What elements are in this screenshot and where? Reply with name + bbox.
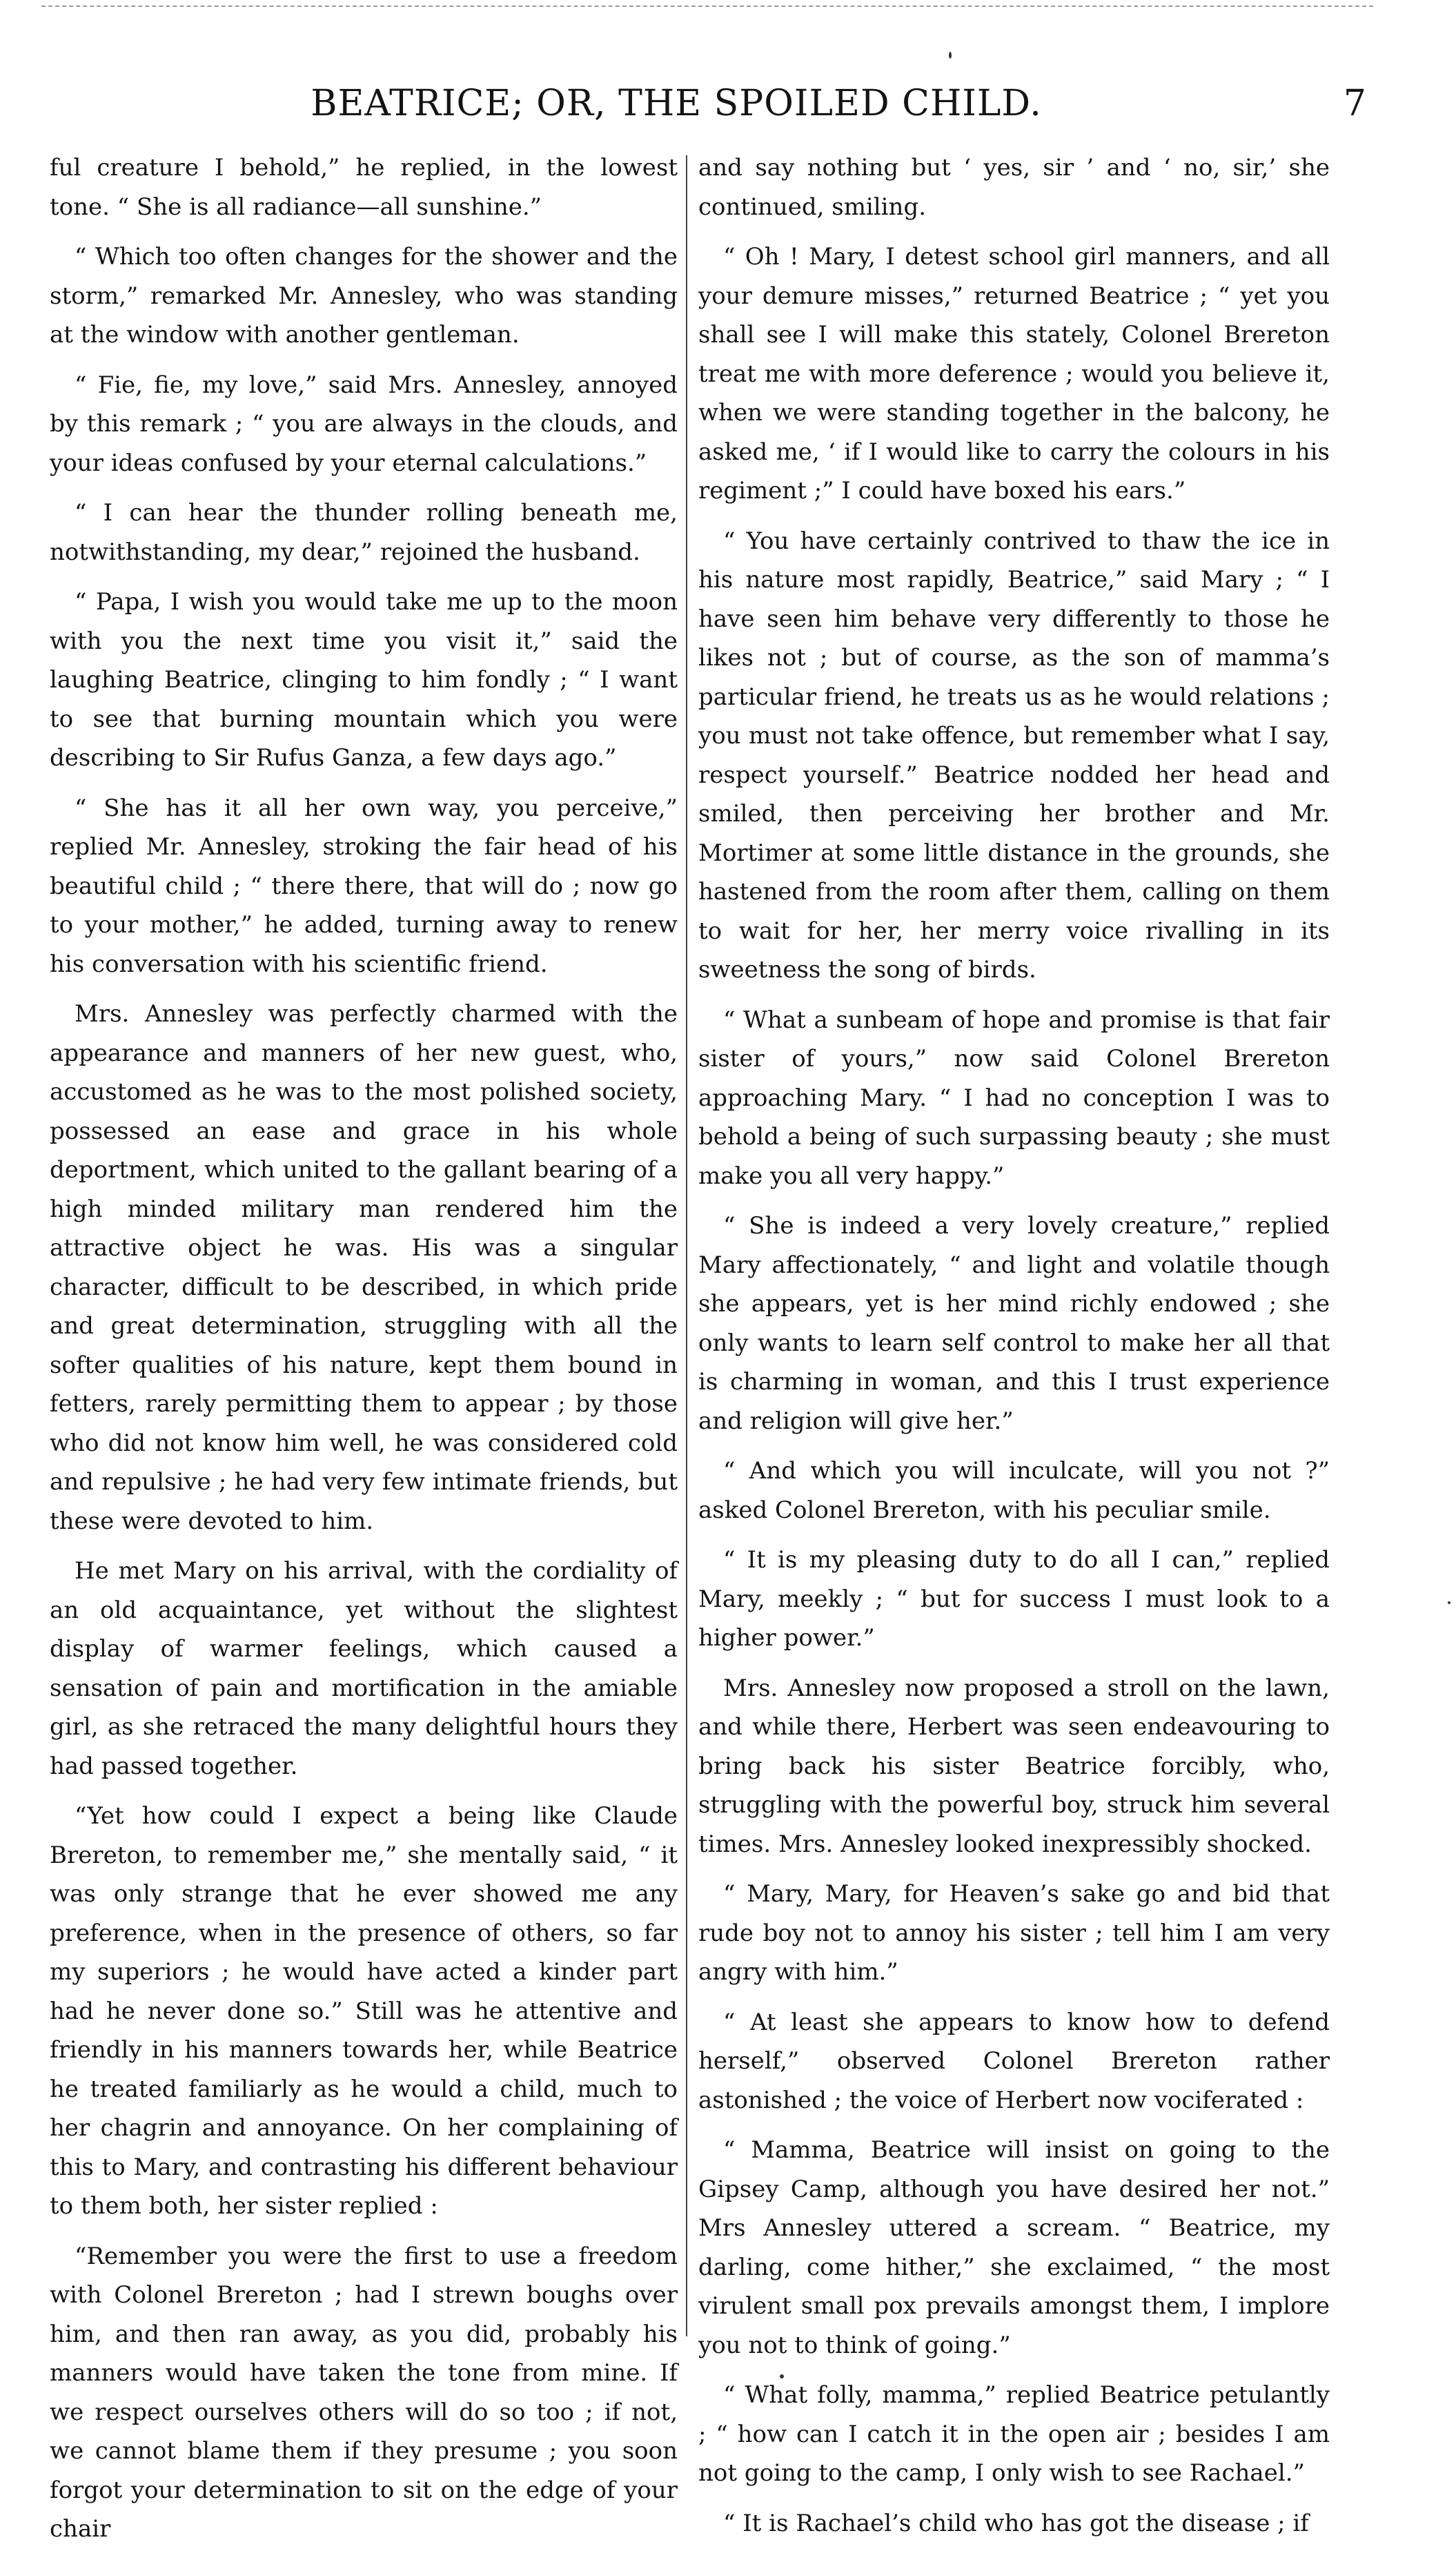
running-header <box>138 83 1366 145</box>
paragraph: “ What a sunbeam of hope and promise is that fair sister of yours,” now said Colonel Brereton approaching Mary. “ I had no conception I was to behold a being of such surpassing beauty ; she must make you all very happy.” <box>698 1006 1330 1190</box>
paragraph: “ Fie, fie, my love,” said Mrs. Annesley, annoyed by this remark ; “ you are always in the clouds, and your ideas confused by your eternal calculations.” <box>50 371 678 477</box>
paragraph: “Yet how could I expect a being like Claude Brereton, to remember me,” she mentally said, “ it was only strange that he ever showed me any preference, when in the presence of others, so far my superiors ; he would have acted a kinder part had he never done so.” Still was he attentive and friendly in his manners towards her, while Beatrice he treated familiarly as he would a child, much to her chagrin and annoyance. On her complaining of this to Mary, and contrasting his different behaviour to them both, her sister replied : <box>50 1802 678 2220</box>
ink-speck <box>949 52 952 59</box>
page-top-edge <box>41 6 1373 7</box>
right-column <box>698 148 1330 2554</box>
paragraph: “ And which you will inculcate, will you not ?” asked Colonel Brereton, with his peculiar smile. <box>698 1457 1330 1524</box>
paragraph: ful creature I behold,” he replied, in the lowest tone. “ She is all radiance—all sunshine.” <box>50 154 678 221</box>
paragraph: Mrs. Annesley now proposed a stroll on the lawn, and while there, Herbert was seen endeavouring to bring back his sister Beatrice forcibly, who, struggling with the powerful boy, struck him several times. Mrs. Annesley looked inexpressibly shocked. <box>698 1674 1330 1858</box>
ink-speck <box>1448 1601 1450 1604</box>
left-column <box>50 148 678 2560</box>
paragraph: He met Mary on his arrival, with the cordiality of an old acquaintance, yet without the slightest display of warmer feelings, which caused a sensation of pain and mortification in the amiable girl, as she retraced the many delightful hours they had passed together. <box>50 1557 678 1780</box>
paragraph: “ Mamma, Beatrice will insist on going to the Gipsey Camp, although you have desired her not.” Mrs Annesley uttered a scream. “ Beatrice, my darling, come hither,” she exclaimed, “ the most virulent small pox prevails amongst them, I implore you not to think of going.” <box>698 2136 1330 2359</box>
running-title: BEATRICE; OR, THE SPOILED CHILD. <box>311 83 1042 124</box>
paragraph: “ She is indeed a very lovely creature,” replied Mary affectionately, “ and light and volatile though she appears, yet is her mind richly endowed ; she only wants to learn self control to make her all that is charming in woman, and this I trust experience and religion will give her.” <box>698 1212 1330 1435</box>
paragraph: “ Papa, I wish you would take me up to the moon with you the next time you visit it,” said the laughing Beatrice, clinging to him fondly ; “ I want to see that burning mountain which you were describing to Sir Rufus Ganza, a few days ago.” <box>50 588 678 772</box>
paragraph: “ She has it all her own way, you perceive,” replied Mr. Annesley, stroking the fair head of his beautiful child ; “ there there, that will do ; now go to your mother,” he added, turning away to renew his conversation with his scientific friend. <box>50 794 678 978</box>
paragraph: “ I can hear the thunder rolling beneath me, notwithstanding, my dear,” rejoined the husband. <box>50 499 678 566</box>
paragraph: “ What folly, mamma,” replied Beatrice petulantly ; “ how can I catch it in the open air ; besides I am not going to the camp, I only wish to see Rachael.” <box>698 2381 1330 2487</box>
paragraph: “ You have certainly contrived to thaw the ice in his nature most rapidly, Beatrice,” said Mary ; “ I have seen him behave very differently to those he likes not ; but of course, as the son of mamma’s particular friend, he treats us as he would relations ; you must not take offence, but remember what I say, respect yourself.” Beatrice nodded her head and smiled, then perceiving her brother and Mr. Mortimer at some little distance in the grounds, she hastened from the room after them, calling on them to wait for her, her merry voice rivalling in its sweetness the song of birds. <box>698 527 1330 984</box>
column-divider <box>686 155 687 2336</box>
paragraph: “ It is my pleasing duty to do all I can,” replied Mary, meekly ; “ but for success I must look to a higher power.” <box>698 1546 1330 1652</box>
paragraph: “Remember you were the first to use a freedom with Colonel Brereton ; had I strewn boughs over him, and then ran away, as you did, probably his manners would have taken the tone from mine. If we respect ourselves others will do so too ; if not, we cannot blame them if they presume ; you soon forgot your determination to sit on the edge of your chair <box>50 2242 678 2543</box>
paragraph: “ Oh ! Mary, I detest school girl manners, and all your demure misses,” returned Beatrice ; “ yet you shall see I will make this stately, Colonel Brereton treat me with more deference ; would you believe it, when we were standing together in the balcony, he asked me, ‘ if I would like to carry the colours in his regiment ;” I could have boxed his ears.” <box>698 243 1330 505</box>
page-number: 7 <box>1343 83 1366 124</box>
ink-speck <box>780 2374 784 2378</box>
paragraph: “ It is Rachael’s child who has got the disease ; if <box>723 2509 1309 2537</box>
paragraph: “ Mary, Mary, for Heaven’s sake go and bid that rude boy not to annoy his sister ; tell him I am very angry with him.” <box>698 1880 1330 1986</box>
paragraph: Mrs. Annesley was perfectly charmed with the appearance and manners of her new guest, who, accustomed as he was to the most polished society, possessed an ease and grace in his whole deportment, which united to the gallant bearing of a high minded military man rendered him the attractive object he was. His was a singular character, difficult to be described, in which pride and great determination, struggling with all the softer qualities of his nature, kept them bound in fetters, rarely permitting them to appear ; by those who did not know him well, he was considered cold and repulsive ; he had very few intimate friends, but these were devoted to him. <box>50 1000 678 1535</box>
paragraph: “ Which too often changes for the shower and the storm,” remarked Mr. Annesley, who was standing at the window with another gentleman. <box>50 243 678 349</box>
paragraph: “ At least she appears to know how to defend herself,” observed Colonel Brereton rather astonished ; the voice of Herbert now vociferated : <box>698 2008 1330 2114</box>
paragraph: and say nothing but ‘ yes, sir ’ and ‘ no, sir,’ she continued, smiling. <box>698 154 1330 221</box>
